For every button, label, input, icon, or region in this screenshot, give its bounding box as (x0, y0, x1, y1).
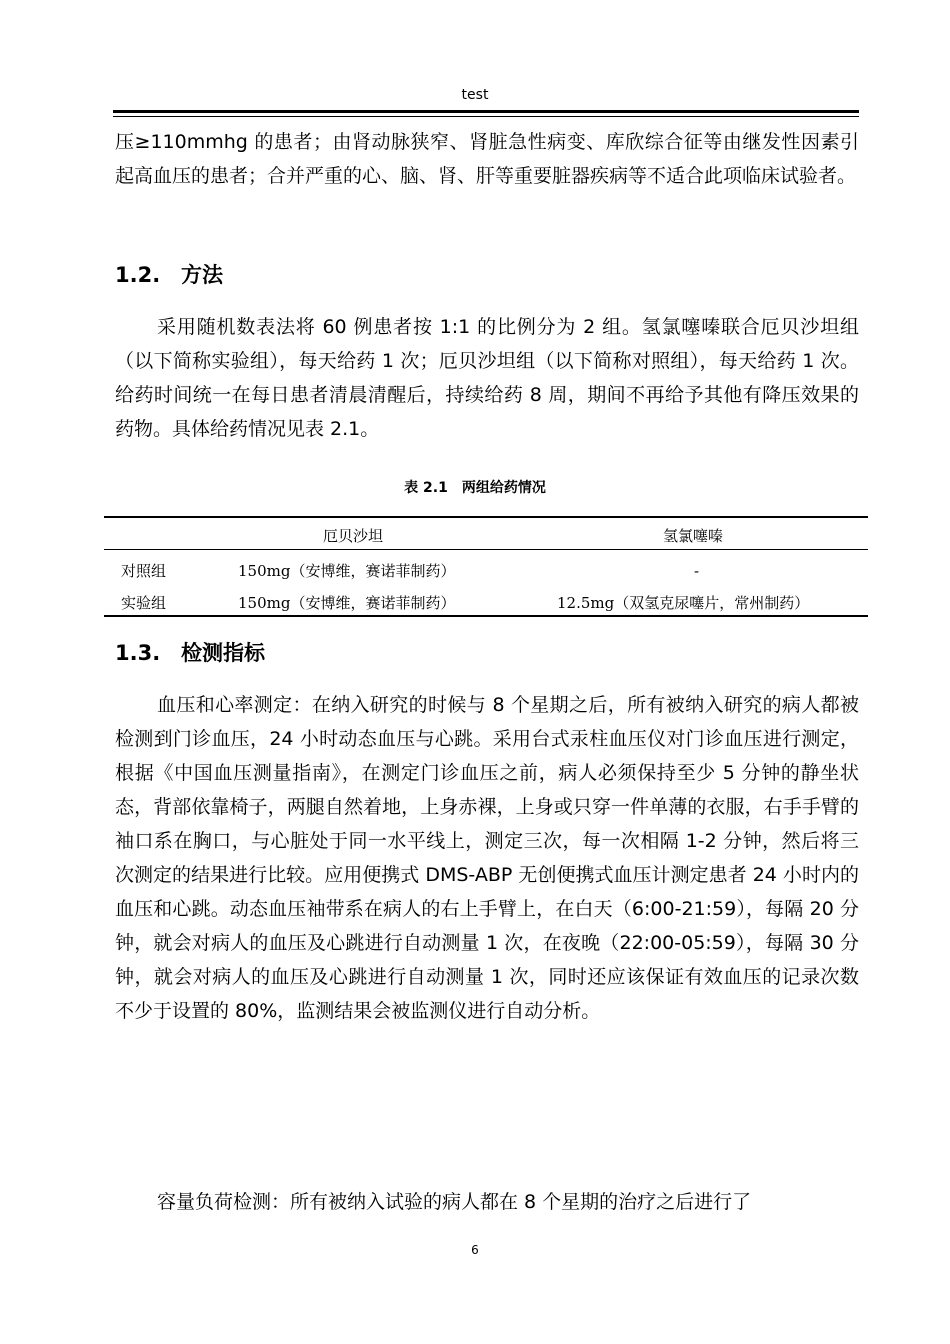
table-row-label: 对照组 (121, 562, 167, 580)
table-cell: - (694, 562, 700, 580)
section-number: 1.3. (115, 641, 161, 665)
paragraph-methods: 采用随机数表法将 60 例患者按 1:1 的比例分为 2 组。氢氯噻嗪联合厄贝沙坦组（以下简称实验组），每天给药 1 次；厄贝沙坦组（以下简称对照组），每天给药 1 次。给药时间统一在每日患者清晨清醒后，持续给药 8 周，期间不再给予其他有降压效果的药物。具体给药情况见表 2.1。 (115, 316, 859, 440)
table-cell: 150mg（安博维，赛诺菲制药） (238, 594, 456, 612)
table-top-rule (104, 516, 868, 518)
section-title: 检测指标 (181, 641, 265, 665)
paragraph-exclusion-criteria: 压≥110mmhg 的患者；由肾动脉狭窄、肾脏急性病变、库欣综合征等由继发性因素引起高血压的患者；合并严重的心、脑、肾、肝等重要脏器疾病等不适合此项临床试验者。 (115, 131, 859, 187)
page-number: 6 (471, 1243, 479, 1257)
header-rule-thick (113, 110, 859, 113)
section-title: 方法 (181, 263, 223, 287)
table-cell: 150mg（安博维，赛诺菲制药） (238, 562, 456, 580)
table-caption: 表 2.1 两组给药情况 (404, 480, 546, 496)
table-header-rule (104, 549, 868, 550)
section-number: 1.2. (115, 263, 161, 287)
section-heading-methods (115, 260, 859, 290)
table-cell: 12.5mg（双氢克尿噻片，常州制药） (557, 594, 810, 612)
table-row-label: 实验组 (121, 594, 167, 612)
paragraph-bp-hr-measurement: 血压和心率测定：在纳入研究的时候与 8 个星期之后，所有被纳入研究的病人都被检测到门诊血压，24 小时动态血压与心跳。采用台式汞柱血压仪对门诊血压进行测定，根据《中国血压测量指南》，在测定门诊血压之前，病人必须保持至少 5 分钟的静坐状态，背部依靠椅子，两腿自然着地，上身赤裸，上身或只穿一件单薄的衣服，右手手臂的袖口系在胸口，与心脏处于同一水平线上，测定三次，每一次相隔 1-2 分钟，然后将三次测定的结果进行比较。应用便携式 DMS-ABP 无创便携式血压计测定患者 24 小时内的血压和心跳。动态血压袖带系在病人的右上手臂上，在白天（6:00-21:59），每隔 20 分钟，就会对病人的血压及心跳进行自动测量 1 次，在夜晚（22:00-05:59），每隔 30 分钟，就会对病人的血压及心跳进行自动测量 1 次，同时还应该保证有效血压的记录次数不少于设置的 80%，监测结果会被监测仪进行自动分析。 (115, 694, 859, 1022)
paragraph-volume-load: 容量负荷检测：所有被纳入试验的病人都在 8 个星期的治疗之后进行了 (157, 1191, 752, 1213)
table-header-irbesartan: 厄贝沙坦 (323, 527, 384, 545)
header-text: test (461, 87, 489, 103)
table-bottom-rule (104, 615, 868, 617)
section-heading-indicators (115, 638, 859, 668)
header-rule-thin (113, 116, 859, 117)
table-header-hctz: 氢氯噻嗪 (663, 527, 724, 545)
